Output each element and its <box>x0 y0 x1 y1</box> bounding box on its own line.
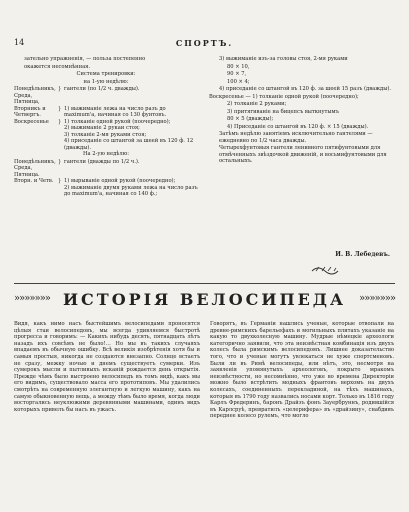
weight-line: 80 × 10, <box>227 63 250 70</box>
schedule-row: Вторн. и Четв. } 1) вырываніе одной рукой (поочередно); 2) выжиманіе двумя руками лежа на число разъ до maximum'a, начиная со 140 ф.; <box>14 178 198 197</box>
text-line: 4) приседаніе со штангой въ 120 ф. за шеей 15 разъ (дважды). <box>219 86 392 92</box>
exercise-text: гантели (по 1/2 ч. дважды). <box>64 86 140 92</box>
days-label: Понедѣльникъ, Среда, Пятница, <box>14 86 56 105</box>
left-training-column <box>14 56 198 198</box>
section-heading: Система тренировки: <box>76 71 136 77</box>
days-label: Вторникъ и Четвергъ. <box>14 105 46 118</box>
week-heading: на 1-ую недѣлю: <box>83 78 129 85</box>
weight-line: 90 × 7, <box>227 71 247 77</box>
exercise-item: 1) толканіе одной рукой (поочередно); <box>64 118 171 125</box>
text-line: Четырехфунтовыя гантели ленивного пятифунтовыми для отмѣченныхъ звѣздочкой движеній, и восьмифунтовыми для остальныхъ. <box>219 145 387 164</box>
arrow-ornament-right: »»»»»»» <box>359 293 395 304</box>
schedule-row: Вторникъ и Четвергъ. } 1) выжиманіе лежа на число разъ до maximum'a, начиная со 130 фунтовъ. <box>14 106 198 119</box>
exercise-item: 4) приседаніе со штангой за шеей въ 120 ф. 12 (дважды). <box>64 138 194 151</box>
section-divider <box>14 283 395 284</box>
text-line: 3) выжиманіе изъ-за головы стоя, 2-мя руками <box>219 56 348 62</box>
page-number: 14 <box>14 38 25 47</box>
schedule-row: Воскресенье } 1) толканіе одной рукой (поочередно); 2) выжиманіе 2 рукаи стоя; 3) толканіе 2-мя руками стоя; 4) приседаніе со штангой за шеей въ 120 ф. 12 (дважды). <box>14 119 198 152</box>
arrow-ornament-left: »»»»»»» <box>14 293 50 304</box>
exercise-item: 3) толканіе 2-мя руками стоя; <box>64 131 147 138</box>
article-left-column: Видя, какъ нимо насъ быстейшимъ велосипедами проносятся цѣлыя стаи велосипедовъ, мы всегда удивляемся быстротѣ прогресса и говоримъ: — Какихъ нибудь десять, пятнадцать лѣтъ назадъ ихъ совсѣмъ не было!… Но мы въ такихъ случаяхъ впадаемъ въ обычную ошибку. Всѣ великія изобрѣтенія хотя бы и самыя простыя, никогда не создаются внезапно. Солнце встаетъ не сразу, межку ночью и днемъ существуетъ сумерки. Изъ сумерокъ мысли и пытливыхъ исканій рождается день открытія. Прежде чѣмъ было выстроено велосипедъ въ томъ видѣ, какъ мы его видимъ, существовало масса его прототиповъ. Мы удалились смотрѣть на современную элегантную и легкую машину, какъ на самую обыкновенную вещь, а между тѣмъ было время, когда люди восторгались неуклюжими деревянными машинами, одинъ видъ которыхъ привелъ бы насъ въ ужасъ. <box>14 321 200 413</box>
days-label: Вторн. и Четв. <box>14 178 54 184</box>
page-header <box>14 38 395 50</box>
exercise-item: 1) вырываніе одной рукой (поочередно); <box>64 178 176 184</box>
exercise-text: гантели (дважды по 1/2 ч.). <box>64 158 140 165</box>
author-signature: И. В. Лебедевъ. <box>335 251 390 258</box>
right-training-column <box>209 56 393 166</box>
exercise-item: 2) выжиманіе 2 рукаи стоя; <box>64 125 140 131</box>
text-line: 2) толканіе 2 руками; <box>227 101 287 107</box>
article-title-bar <box>14 288 395 312</box>
article-right-column: Говорятъ, въ Германіи нашлись ученые, которые отвопали на древне-римскихъ барельефахъ и могильныхъ плитахъ указаніе на какую то двухколесную машину. Мудрые нѣмецкіе археологи категорично заявили, что эта неизвѣстная комбинація изъ двухъ колесъ была римскимъ велосипедомъ. Лишнее доказательство того, что и ученые могутъ увлекаться не хуже спортсменовъ. Были ли въ Римѣ велосипеды, или нѣтъ, это, несмотря на заявленія упомянутыхъ археологовъ, покрыто мракомъ неизвѣстности, но несомнѣнно, что уже во времена Директоріи можно было встрѣтить модныхъ франтовъ верхомъ на двухъ колесахъ, соединенныхъ перекладиной, на тѣхъ машинахъ, которыя въ 1790 году назвались носами корт. Только въ 1816 году Карлъ Фредеринъ, баронъ Драйзъ фонъ Зауербруннъ, родившійся въ Карлсруѣ, превратилъ «целерифера» въ «драйзину», снабдивъ переднее колесо рулемъ, что могло <box>210 321 394 420</box>
week-heading: На 2-ую недѣлю: <box>83 151 129 157</box>
exercise-item: 2) выжиманіе двумя руками лежа на число разъ до maximum'a, начиная со 140 ф.; <box>64 184 198 197</box>
schedule-row: Понедѣльникъ, Среда, Пятница. } гантели (дважды по 1/2 ч.). <box>14 159 198 179</box>
text-line: Затѣмъ недѣлю занятіемъ исключительно гантелями — ежедневно по 1/2 часа дважды. <box>219 131 373 144</box>
text-line: Воскресенье — 1) толканіе одной рукой (поочередно); <box>209 93 359 100</box>
days-label: Понедѣльникъ, Среда, Пятница. <box>14 158 56 178</box>
ornament-icon <box>310 264 340 278</box>
schedule-row: Понедѣльникъ, Среда, Пятница, } гантели (по 1/2 ч. дважды). <box>14 86 198 106</box>
days-label: Воскресенье <box>14 118 49 125</box>
exercise-item: 1) выжиманіе лежа на число разъ до maximum'a, начиная со 130 фунтовъ. <box>64 105 167 118</box>
magazine-title: СПОРТЪ. <box>175 38 234 48</box>
weight-line: 100 × 4; <box>227 78 250 85</box>
text-line: зательно упражненія, — польза постепенно <box>24 56 146 62</box>
text-line: окажется несомнѣнная. <box>24 63 91 70</box>
text-line: 3) притягиваніе на бицепсъ выткнутымъ <box>227 108 339 115</box>
text-line: 80 × 5 (дважды); <box>227 116 274 122</box>
text-line: 4) Приседаніе со штангой въ 120 ф. × 15 (дважды). <box>227 123 369 130</box>
article-title: ИСТОРІЯ ВЕЛОСИПЕДА <box>62 290 347 309</box>
